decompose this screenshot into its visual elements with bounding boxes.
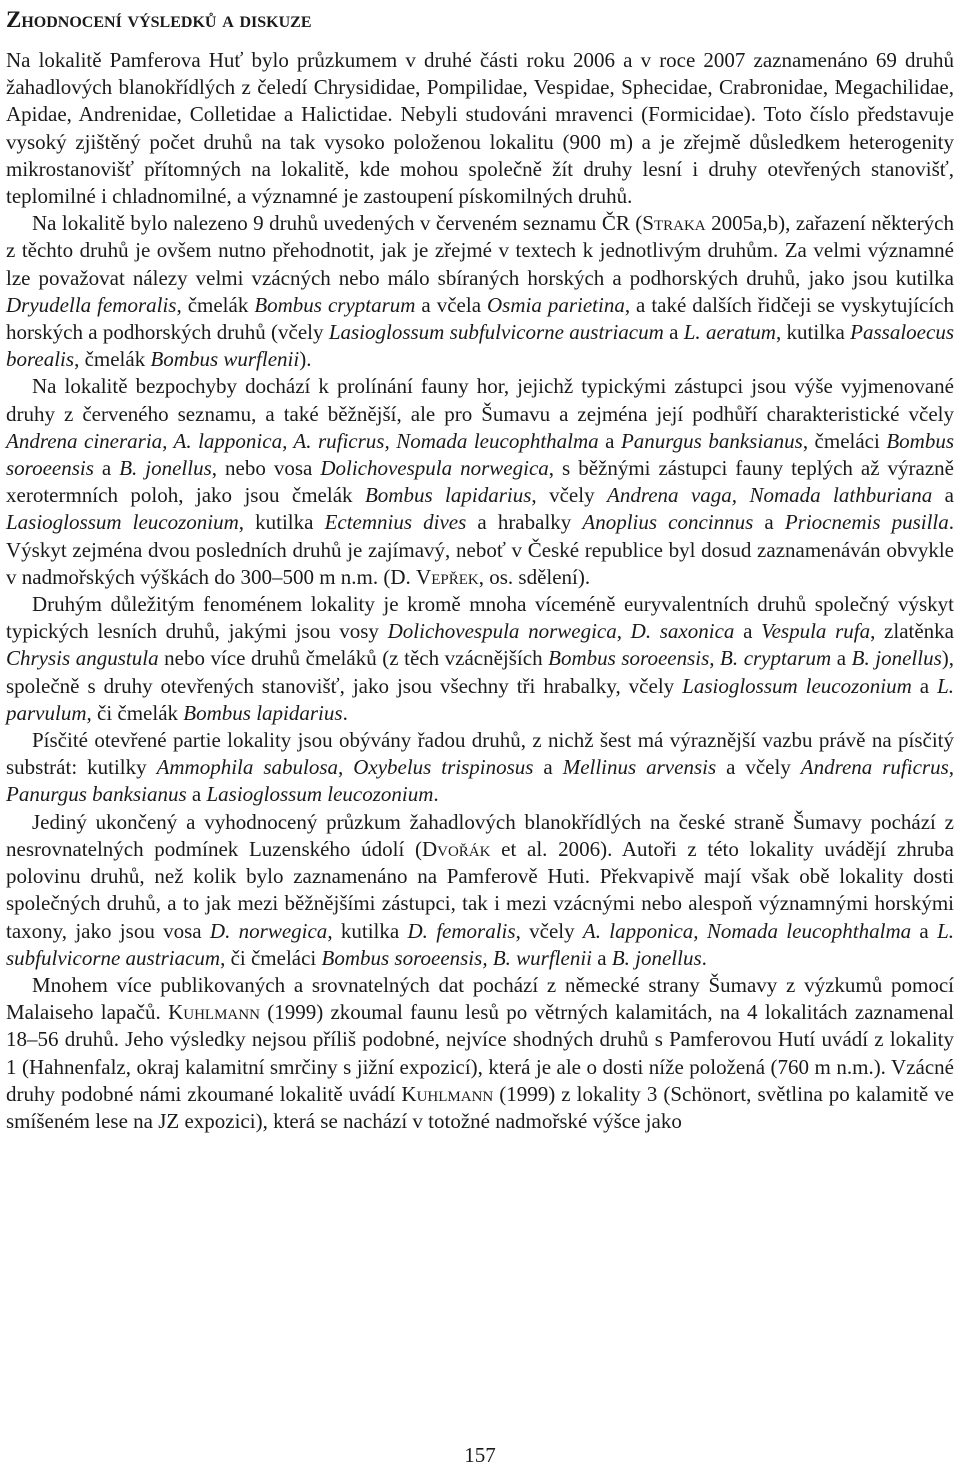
text-run: a — [831, 646, 852, 671]
species-name: Anoplius concinnus — [582, 510, 754, 535]
paragraph-p1 — [6, 47, 954, 210]
text-run: , kutilka — [775, 320, 851, 345]
species-name: Bombus soroeensis — [6, 428, 954, 481]
species-name: Passaloecus borealis — [6, 320, 954, 372]
text-run: , kutilka — [238, 510, 325, 535]
species-name: Bombus soroeensis, B. cryptarum — [548, 646, 832, 671]
text-run: , s běžnými zástupci fauny teplých až výrazně xerotermních poloh, jako jsou čmelák — [6, 456, 954, 508]
text-run: , včely — [515, 918, 583, 943]
author-name: Dvořák — [421, 836, 491, 861]
species-name: Panurgus banksianus — [620, 428, 803, 453]
species-name: Ammophila sabulosa, Oxybelus trispinosus — [156, 755, 534, 780]
species-name: A. lapponica, Nomada leucophthalma — [582, 918, 912, 943]
text-run: . — [433, 782, 439, 807]
species-name: Bombus cryptarum — [254, 292, 416, 317]
paragraph-p5 — [6, 727, 954, 809]
text-run: a — [911, 918, 938, 943]
text-run: , čmelák — [74, 347, 151, 372]
species-name: L. parvulum — [6, 673, 954, 725]
text-run: , včely — [531, 483, 607, 508]
text-run: (1999) zkoumal faunu lesů po větrných kalamitách, na 4 lokalitách zaznamenal 18–56 druhů. Jeho výsledky nejsou příliš podobné, nejvíce shodných druhů s Pamferovou Hutí uvádí z lokality 1 (Hahnenfalz, okraj kalamitní smrčiny s jižní expozicí), která je ale o dosti níže položená (760 m n.m.). Vzácné druhy podobné námi zkoumané lokalitě uvádí — [6, 1000, 954, 1106]
text-run: . Výskyt zejména dvou posledních druhů je zajímavý, neboť v České republice byl dosud zaznamenáván obvykle v nadmořských výškách do 300–500 m n.m. (D. — [6, 510, 955, 589]
species-name: Dolichovespula norwegica, D. saxonica — [387, 619, 735, 644]
text-run: a hrabalky — [466, 510, 583, 535]
text-run: Písčité otevřené partie lokality jsou obývány řadou druhů, z nichž šest má výraznější vazbu právě na písčitý substrát: kutilky — [6, 728, 954, 780]
paragraph-p6 — [6, 809, 954, 972]
text-run: a — [591, 945, 612, 970]
text-run: a — [598, 428, 621, 453]
species-name: Bombus lapidarius — [364, 483, 532, 508]
species-name: B. jonellus — [851, 646, 942, 671]
text-run: Druhým důležitým fenoménem lokality je kromě mnoha víceméně euryvalentních druhů společný výskyt typických lesních druhů, jakými jsou vosy — [6, 592, 954, 644]
text-run: Na lokalitě bezpochyby dochází k prolínání fauny hor, jejichž typickými zástupci jsou výše vyjmenované druhy z červeného seznamu, a také běžnější, ale pro Šumavu a zejména její podhůří charakteristické včely — [6, 374, 954, 426]
text-run: a — [753, 510, 785, 535]
species-name: L. subfulvicorne austriacum — [6, 918, 954, 970]
text-run: , čmelák — [176, 292, 255, 317]
body-text — [6, 47, 954, 1135]
text-run: nebo více druhů čmeláků (z těch vzácnějších — [158, 646, 549, 671]
text-run: a — [663, 320, 684, 345]
text-run: , a také dalších řidčeji se vyskytujících horských a podhorských druhů (včely — [6, 292, 955, 345]
author-name: Kuhlmann — [168, 1000, 260, 1025]
text-run: , kutilka — [327, 918, 408, 943]
text-run: (1999) z lokality 3 (Schönort, světlina po kalamitě ve smíšeném lese na JZ expozici), která se nachází v totožné nadmořské výšce jako — [6, 1081, 954, 1133]
text-run: a — [734, 619, 762, 644]
text-run: ). — [299, 347, 312, 372]
species-name: Andrena vaga, Nomada lathburiana — [607, 483, 933, 508]
author-name: Kuhlmann — [401, 1081, 494, 1106]
text-run: Jediný ukončený a vyhodnocený průzkum žahadlových blanokřídlých na české straně Šumavy pochází z nesrovnatelných podmínek Luzenského údolí ( — [6, 809, 954, 861]
text-run: , čmeláci — [802, 428, 887, 453]
species-name: D. femoralis — [407, 918, 516, 943]
text-run: . — [701, 945, 707, 970]
author-name: Straka — [642, 211, 706, 236]
paragraph-p4 — [6, 591, 954, 727]
text-run: Na lokalitě bylo nalezeno 9 druhů uvedených v červeném seznamu ČR ( — [32, 211, 643, 236]
text-run: , či čmelák — [86, 700, 184, 725]
text-run: a — [186, 782, 207, 807]
article-page — [6, 6, 954, 1135]
page-number: 157 — [464, 1443, 496, 1467]
text-run: a včela — [415, 292, 488, 317]
text-run: Mnohem více publikovaných a srovnatelných dat pochází z německé strany Šumavy z výzkumů pomocí Malaiseho lapačů. — [6, 972, 954, 1025]
text-run: 2005a,b), zařazení některých z těchto druhů je ovšem nutno přehodnotit, jak je zřejmé v textech k jednotlivým druhům. Za velmi významné lze považovat nálezy velmi vzácných nebo málo sbíraných horských a podhorských druhů, jako jsou kutilka — [6, 211, 954, 290]
text-run: a — [93, 456, 120, 481]
species-name: Mellinus arvensis — [562, 755, 717, 780]
species-name: Chrysis angustula — [6, 646, 159, 671]
species-name: L. aeratum — [683, 320, 776, 345]
paragraph-p3 — [6, 373, 954, 591]
species-name: Bombus soroeensis, B. wurflenii — [321, 945, 592, 970]
text-run: a — [911, 673, 938, 698]
species-name: Osmia parietina — [487, 292, 625, 317]
text-run: ), společně s druhy otevřených stanovišť, jako jsou všechny tři hrabalky, včely — [6, 646, 955, 698]
text-run: et al. 2006). Autoři z této lokality uvádějí zhruba polovinu druhů, než kolik bylo zaznamenáno na Pamferově Huti. Překvapivě mají však obě lokality dosti společných druhů, a to jak mezi běžnějšími zástupci, tak i mezi vzácnými nebo alespoň významnými horskými taxony, jako jsou vosa — [6, 836, 955, 943]
section-heading: Zhodnocení výsledků a diskuze — [6, 7, 312, 32]
species-name: Andrena ruficrus, Panurgus banksianus — [6, 755, 955, 807]
species-name: D. norwegica — [209, 918, 328, 943]
text-run: , os. sdělení). — [478, 564, 591, 589]
paragraph-p2 — [6, 210, 954, 373]
species-name: Ectemnius dives — [324, 510, 467, 535]
paragraph-p7 — [6, 972, 954, 1135]
text-run: , či čmeláci — [220, 945, 322, 970]
text-run: a — [932, 483, 954, 508]
text-run: , zlatěnka — [870, 619, 955, 644]
species-name: Bombus wurflenii — [150, 347, 300, 372]
text-run: a včely — [716, 755, 801, 780]
text-run: , nebo vosa — [211, 456, 321, 481]
species-name: Lasioglossum leucozonium — [6, 510, 239, 535]
species-name: Andrena cineraria, A. lapponica, A. ruficrus, Nomada leucophthalma — [6, 428, 599, 453]
author-name: Vepřek — [416, 564, 479, 589]
species-name: Priocnemis pusilla — [784, 510, 949, 535]
text-run: a — [533, 755, 563, 780]
species-name: B. jonellus — [611, 945, 702, 970]
species-name: Lasioglossum leucozonium — [206, 782, 434, 807]
species-name: B. jonellus — [119, 456, 212, 481]
species-name: Lasioglossum subfulvicorne austriacum — [328, 320, 664, 345]
text-run: . — [342, 700, 348, 725]
species-name: Bombus lapidarius — [183, 700, 343, 725]
species-name: Dryudella femoralis — [6, 292, 177, 317]
species-name: Dolichovespula norwegica — [320, 456, 549, 481]
species-name: Lasioglossum leucozonium — [682, 673, 912, 698]
species-name: Vespula rufa — [761, 619, 871, 644]
text-run: Na lokalitě Pamferova Huť bylo průzkumem v druhé části roku 2006 a v roce 2007 zaznamenáno 69 druhů žahadlových blanokřídlých z čeledí Chrysididae, Pompilidae, Vespidae, Sphecidae, Crabronidae, Megachilidae, Apidae, Andrenidae, Colletidae a Halictidae. Nebyli studováni mravenci (Formicidae). Toto číslo představuje vysoký zjištěný počet druhů na tak vysoko položenou lokalitu (900 m) a je zřejmě důsledkem heterogenity mikrostanovišť přítomných na lokalitě, kde mohou společně žít druhy lesní i druhy otevřených stanovišť, teplomilné i chladnomilné, a významné je zastoupení pískomilných druhů. — [6, 48, 954, 209]
